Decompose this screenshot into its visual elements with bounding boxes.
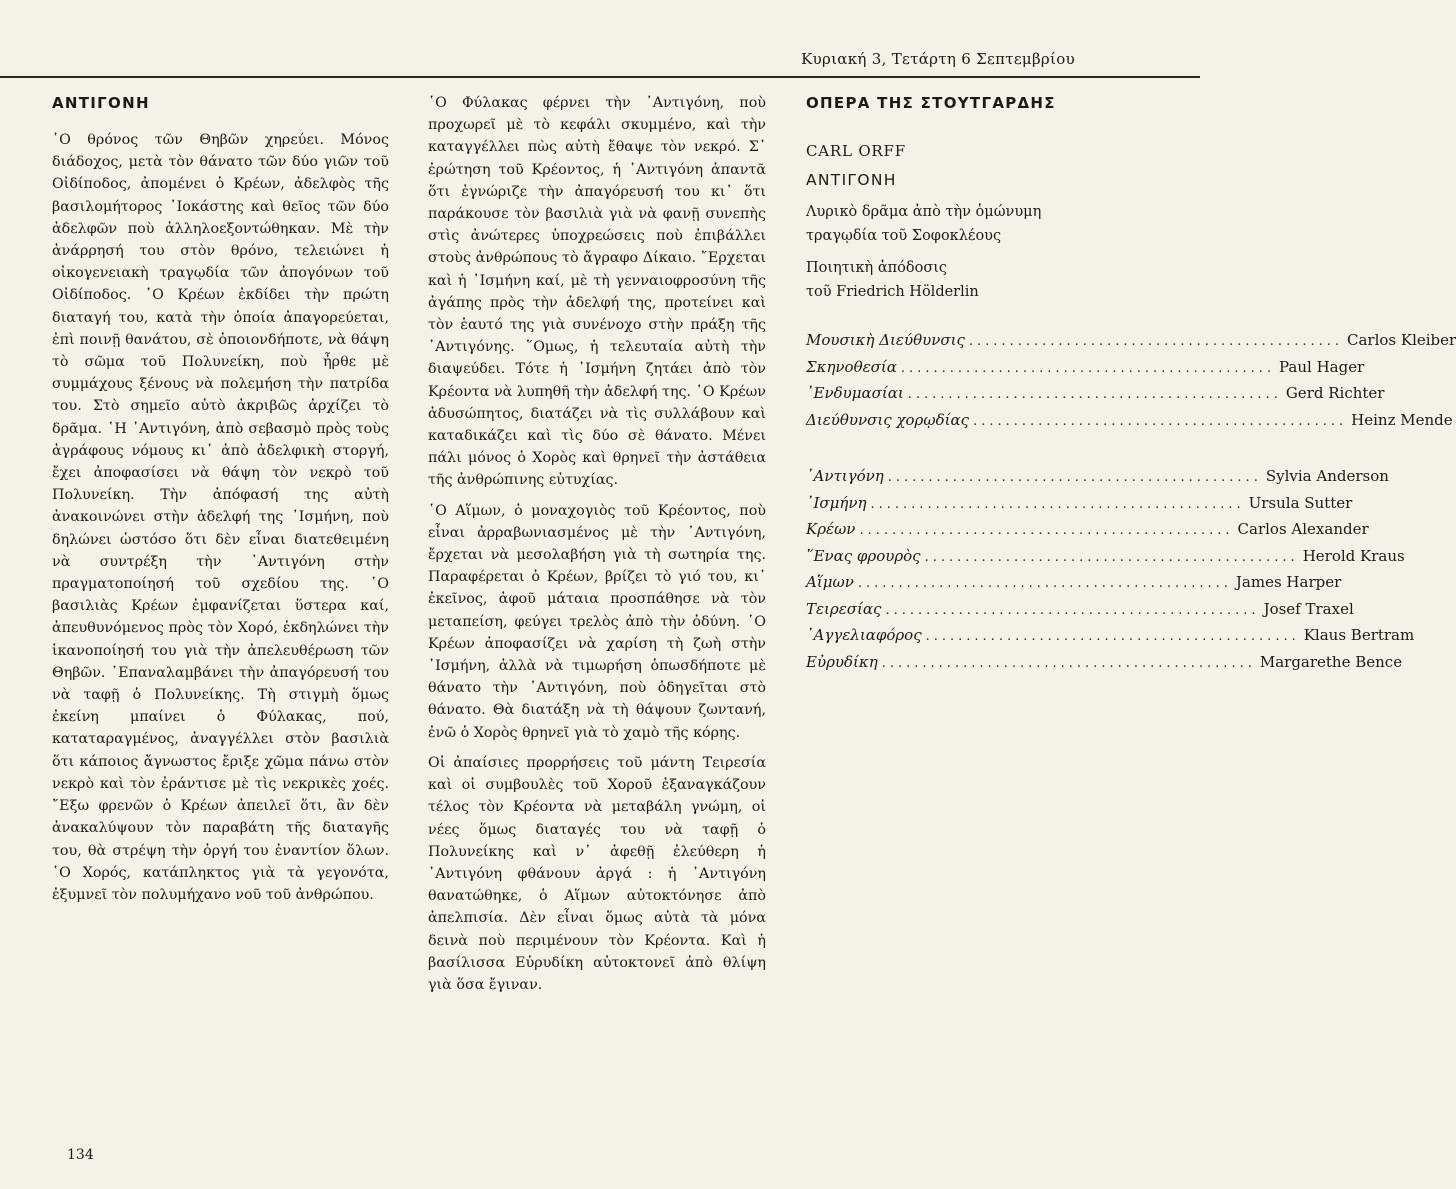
credit-row <box>806 381 1385 408</box>
credit-name: Gerd Richter <box>1285 384 1385 402</box>
credit-name: Carlos Kleiber <box>1347 331 1456 349</box>
dot-leader: .............................................. <box>870 496 1245 512</box>
credit-name: Paul Hager <box>1279 357 1365 376</box>
cast-row <box>806 491 1353 518</box>
synopsis-paragraph: ῾Ο θρόνος τῶν Θηβῶν χηρεύει. Μόνος διάδοχος, μετὰ τὸν θάνατο τῶν δύο γιῶν τοῦ Οἰδίποδος, ἀπομένει ὁ Κρέων, ἀδελφὸς τῆς βασιλομήτορος ᾿Ιοκάστης καὶ θεῖος τῶν δύο ἀδελφῶν ποὺ ἀλληλοεξοντώθηκαν. Μὲ τὴν ἀνάρρησή του στὸν θρόνο, τελειώνει ἡ οἰκογενειακὴ τραγῳδία τῶν ἀπογόνων τοῦ Οἰδίποδος. ῾Ο Κρέων ἐκδίδει τὴν πρώτη διαταγή του, κατὰ τὴν ὁποία ἀπαγορεύεται, ἐπὶ ποινῇ θανάτου, σὲ ὁποιονδήποτε, νὰ θάψη τὸ σῶμα τοῦ Πολυνείκη, ποὺ ἦρθε μὲ συμμάχους ξένους νὰ πολεμήση τὴν πατρίδα του. Στὸ σημεῖο αὐτὸ ἀκριβῶς ἀρχίζει τὸ δρᾶμα. ῾Η ᾿Αντιγόνη, ἀπὸ σεβασμὸ πρὸς τοὺς ἀγράφους νόμους κι᾿ ἀπὸ ἀδελφικὴ στοργή, ἔχει ἀποφασίσει νὰ θάψη τὸν νεκρὸ τοῦ Πολυνείκη. Τὴν ἀπόφασή της αὐτὴ ἀνακοινώνει στὴν ἀδελφή της ᾿Ισμήνη, ποὺ δηλώνει ὡστόσο ὅτι δὲν εἶναι διατεθειμένη νὰ συντρέξη τὴν ᾿Αντιγόνη στὴν πραγματοποίησή τοῦ σχεδίου της. ῾Ο βασιλιὰς Κρέων ἐμφανίζεται ὕστερα καί, ἀπευθυνόμενος πρὸς τὸν Χορό, ἐκδηλώνει τὴν ἱκανοποίησή του γιὰ τὴν ἀπελευθέρωση τῶν Θηβῶν. ᾿Επαναλαμβάνει τὴν ἀπαγόρευσή του νὰ ταφῇ ὁ Πολυνείκης. Τὴ στιγμὴ ὅμως ἐκείνη μπαίνει ὁ Φύλακας, πού, καταταραγμένος, ἀναγγέλλει στὸν βασιλιὰ ὅτι κάποιος ἄγνωστος ἔριξε χῶμα πάνω στὸν νεκρὸ καὶ τὸν ἐράντισε μὲ τὶς νεκρικὲς χοές. ῎Εξω φρενῶν ὁ Κρέων ἀπειλεῖ ὅτι, ἂν δὲν ἀνακαλύψουν τὸν παραβάτη τῆς διαταγῆς του, θὰ στρέψη τὴν ὀργή του ἐναντίον ὅλων. ῾Ο Χορός, κατάπληκτος γιὰ τὰ γεγονότα, ἐξυμνεῖ τὸν πολυμήχανο νοῦ τοῦ ἀνθρώπου. <box>52 132 389 903</box>
cast-name: Herold Kraus <box>1302 546 1405 565</box>
dot-leader: .............................................. <box>885 602 1260 618</box>
cast-name: Sylvia Anderson <box>1265 467 1389 485</box>
cast-role: Κρέων <box>806 520 856 538</box>
dot-leader: .............................................. <box>924 549 1299 565</box>
credit-role: ᾿Ενδυμασίαι <box>806 384 904 402</box>
translation-line: τοῦ Friedrich Hölderlin <box>806 284 979 300</box>
synopsis-paragraph: ῾Ο Αἵμων, ὁ μοναχογιὸς τοῦ Κρέοντος, ποὺ εἶναι ἀρραβωνιασμένος μὲ τὴν ᾿Αντιγόνη, ἔρχεται νὰ μεσολαβήση γιὰ τὴ σωτηρία της. Παραφέρεται ὁ Κρέων, βρίζει τὸ γιό του, κι᾿ ἐκεῖνος, ἀφοῦ μάταια προσπάθησε νὰ τὸν μεταπείση, φεύγει τρελὸς ἀπὸ τὴν ὀδύνη. ῾Ο Κρέων ἀποφασίζει νὰ χαρίση τὴ ζωὴ στὴν ᾿Ισμήνη, ἀλλὰ νὰ τιμωρήση ὁπωσδήποτε μὲ θάνατο τὴν ᾿Αντιγόνη, ποὺ ὁδηγεῖται στὸ θάνατο. Θὰ διατάξη νὰ τὴ θάψουν ζωντανή, ἐνῶ ὁ Χορὸς θρηνεῖ γιὰ τὸ χαμὸ τῆς κόρης. <box>428 502 766 741</box>
dot-leader: .............................................. <box>859 523 1234 538</box>
company-heading: ΟΠΕΡΑ ΤΗΣ ΣΤΟΥΤΓΑΡΔΗΣ <box>806 94 1056 112</box>
synopsis-paragraph: Οἱ ἀπαίσιες προρρήσεις τοῦ μάντη Τειρεσία καὶ οἱ συμβουλὲς τοῦ Χοροῦ ἐξαναγκάζουν τέλος τὸν Κρέοντα νὰ μεταβάλη γνώμη, οἱ νέες ὅμως διαταγές του νὰ ταφῇ ὁ Πολυνείκης καὶ ν᾿ ἀφεθῇ ἐλεύθερη ἡ ᾿Αντιγόνη φθάνουν ἀργά : ἡ ᾿Αντιγόνη θανατώθηκε, ὁ Αἵμων αὐτοκτόνησε ἀπὸ ἀπελπισία. Δὲν εἶναι ὅμως αὐτὰ τὰ μόνα δεινὰ ποὺ περιμένουν τὸν Κρέοντα. Καὶ ἡ βασίλισσα Εὐρυδίκη αὐτοκτονεῖ ἀπὸ θλίψη γιὰ ὅσα ἔγιναν. <box>428 754 766 993</box>
cast-role: ῞Ενας φρουρὸς <box>806 546 921 565</box>
dot-leader: .............................................. <box>973 413 1348 429</box>
header-date: Κυριακή 3, Τετάρτη 6 Σεπτεμβρίου <box>801 50 1075 68</box>
cast-role: ᾿Ισμήνη <box>806 493 867 512</box>
cast-list <box>806 464 1415 676</box>
cast-role: Τειρεσίας <box>806 599 882 618</box>
page-number: 134 <box>67 1147 94 1163</box>
production-column <box>806 92 1456 676</box>
synopsis-paragraph: ῾Ο Φύλακας φέρνει τὴν ᾿Αντιγόνη, ποὺ προχωρεῖ μὲ τὸ κεφάλι σκυμμένο, καὶ τὴν καταγγέλλει πὼς αὐτὴ ἔθαψε τὸν νεκρό. Σ᾿ ἐρώτηση τοῦ Κρέοντος, ἡ ᾿Αντιγόνη ἀπαντᾶ ὅτι ἐγνώριζε τὴν ἀπαγόρευσή του κι᾿ ὅτι παράκουσε τὸν βασιλιὰ γιὰ νὰ φανῇ συνεπὴς στὶς ἀνώτερες ὑποχρεώσεις ποὺ ἐπιβάλλει στοὺς ἀνθρώπους τὸ ἄγραφο Δίκαιο. ῎Ερχεται καὶ ἡ ᾿Ισμήνη καί, μὲ τὴ γενναιοφροσύνη τῆς ἀγάπης πρὸς τὴν ἀδελφή της, προτείνει καὶ τὸν ἑαυτό της γιὰ συνένοχο στὴν πράξη τῆς ᾿Αντιγόνης. ῞Ομως, ἡ τελευταία αὐτὴ τὴν διαψεύδει. Τότε ἡ ᾿Ισμήνη ζητάει ἀπὸ τὸν Κρέοντα νὰ λυπηθῆ τὴν ἀδελφή της. ῾Ο Κρέων ἀδυσώπητος, διατάζει νὰ τὶς συλλάβουν καὶ καταδικάζει καὶ τὶς δύο σὲ θάνατο. Μένει πάλι μόνος ὁ Χορὸς καὶ θρηνεῖ τὴν ἀστάθεια τῆς ἀνθρώπινης εὐτυχίας. <box>428 95 766 489</box>
credits-list <box>806 328 1456 434</box>
cast-row <box>806 570 1342 597</box>
credit-row <box>806 408 1453 435</box>
credit-role: Σκηνοθεσία <box>806 357 897 376</box>
dot-leader: .............................................. <box>881 655 1256 671</box>
credit-row <box>806 328 1456 355</box>
dot-leader: .............................................. <box>900 360 1276 376</box>
cast-name: Klaus Bertram <box>1303 626 1415 644</box>
cast-role: ᾿Αντιγόνη <box>806 467 884 485</box>
dot-leader: .............................................. <box>925 629 1300 644</box>
composer-name: CARL ORFF <box>806 142 906 160</box>
translation-line: Ποιητικὴ ἀπόδοσις <box>806 260 948 276</box>
synopsis-column-1 <box>52 92 389 914</box>
opera-title: ΑΝΤΙΓΟΝΗ <box>806 171 897 189</box>
cast-row <box>806 464 1389 491</box>
cast-row <box>806 650 1403 677</box>
synopsis-heading: ΑΝΤΙΓΟΝΗ <box>52 94 150 112</box>
credit-row <box>806 355 1365 382</box>
dot-leader: .............................................. <box>968 334 1343 349</box>
translation-credit <box>806 256 1152 304</box>
credit-role: Διεύθυνσις χορῳδίας <box>806 410 970 429</box>
cast-role: Αἵμων <box>806 573 854 591</box>
opera-subtitle <box>806 200 1152 248</box>
cast-row <box>806 623 1415 650</box>
cast-row <box>806 597 1354 624</box>
cast-name: Ursula Sutter <box>1248 493 1353 512</box>
cast-row <box>806 517 1369 544</box>
cast-name: Margarethe Bence <box>1259 652 1403 671</box>
dot-leader: .............................................. <box>907 387 1282 402</box>
cast-row <box>806 544 1405 571</box>
cast-name: James Harper <box>1235 573 1342 591</box>
dot-leader: .............................................. <box>887 470 1262 485</box>
credit-name: Heinz Mende <box>1351 410 1453 429</box>
cast-name: Josef Traxel <box>1263 599 1354 618</box>
dot-leader: .............................................. <box>857 576 1232 591</box>
subtitle-line: τραγῳδία τοῦ Σοφοκλέους <box>806 228 1002 244</box>
cast-name: Carlos Alexander <box>1237 520 1369 538</box>
header-rule <box>0 76 1200 78</box>
synopsis-column-2 <box>428 92 766 1004</box>
credit-role: Μουσικὴ Διεύθυνσις <box>806 331 965 349</box>
cast-role: Εὐρυδίκη <box>806 652 878 671</box>
cast-role: ᾿Αγγελιαφόρος <box>806 626 922 644</box>
subtitle-line: Λυρικὸ δρᾶμα ἀπὸ τὴν ὁμώνυμη <box>806 204 1042 220</box>
